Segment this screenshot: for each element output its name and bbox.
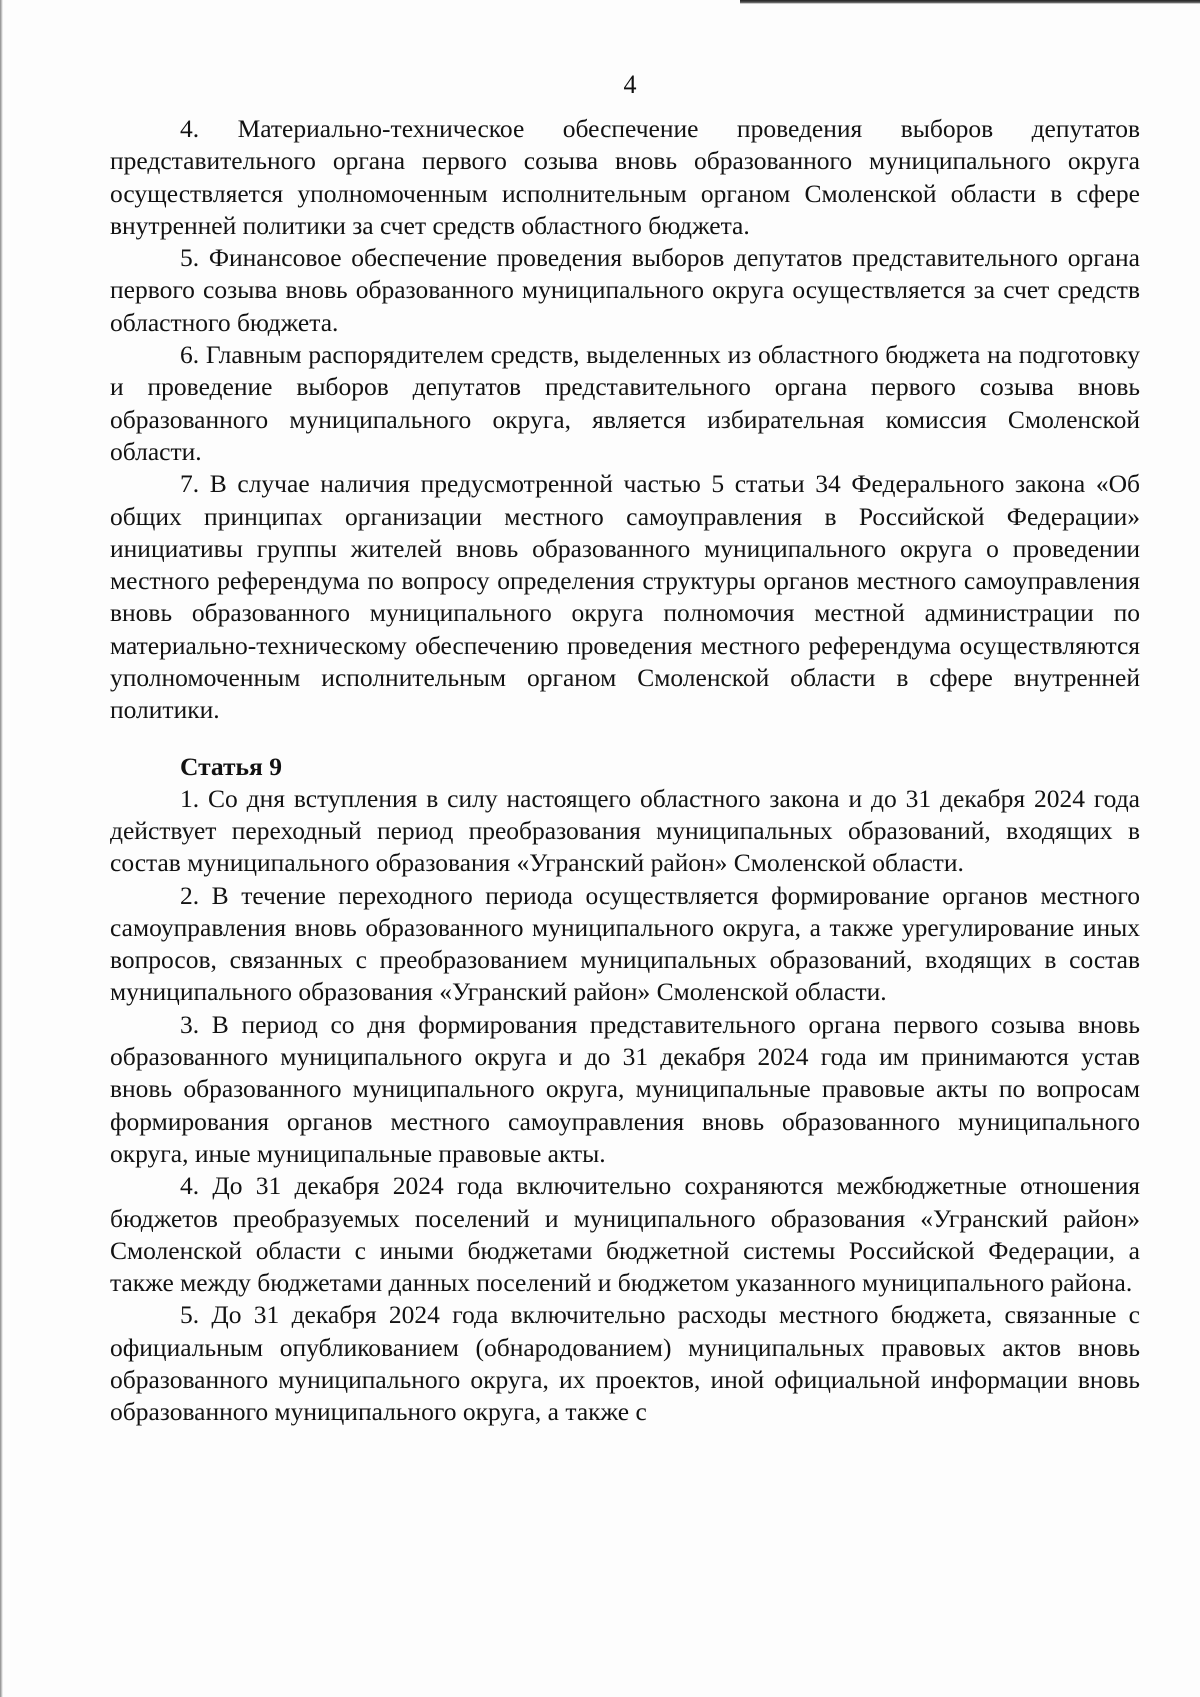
paragraph-5: 5. Финансовое обеспечение проведения выборов депутатов представительного органа первого созыва вновь образованного муниципального округа осуществляется за счет средств областного бюджета. [110, 243, 1140, 337]
article-9-paragraph-2: 2. В течение переходного периода осуществляется формирование органов местного самоуправления вновь образованного муниципального округа, а также урегулирование иных вопросов, связанных с преобразованием муниципальных образований, входящих в состав муниципального образования «Угранский район» Смоленской области. [110, 880, 1140, 1007]
article-9-paragraph-4: 4. До 31 декабря 2024 года включительно сохраняются межбюджетные отношения бюджетов преобразуемых поселений и муниципального образования «Угранский район» Смоленской области с иными бюджетами бюджетной системы Российской Федерации, а также между бюджетами данных поселений и бюджетом указанного муниципального района. [110, 1171, 1140, 1298]
article-9-paragraph-1: 1. Со дня вступления в силу настоящего областного закона и до 31 декабря 2024 года действует переходный период преобразования муниципальных образований, входящих в состав муниципального образования «Угранский район» Смоленской области. [110, 783, 1140, 878]
paragraph-7: 7. В случае наличия предусмотренной частью 5 статьи 34 Федерального закона «Об общих принципах организации местного самоуправления в Российской Федерации» инициативы группы жителей вновь образованного муниципального округа о проведении местного референдума по вопросу определения структуры органов местного самоуправления вновь образованного муниципального округа полномочия местной администрации по материально-техническому обеспечению проведения местного референдума осуществляются уполномоченным исполнительным органом Смоленской области в сфере внутренней политики. [110, 469, 1140, 725]
article-9-paragraph-3: 3. В период со дня формирования представительного органа первого созыва вновь образованного муниципального округа и до 31 декабря 2024 года им принимаются устав вновь образованного муниципального округа, муниципальные правовые акты по вопросам формирования органов местного самоуправления вновь образованного муниципального округа, иные муниципальные правовые акты. [110, 1009, 1140, 1168]
scan-edge-left [0, 0, 3, 1697]
article-heading: Статья 9 [180, 751, 282, 781]
page-number: 4 [623, 70, 637, 99]
article-9-paragraph-5: 5. До 31 декабря 2024 года включительно расходы местного бюджета, связанные с официальным опубликованием (обнародованием) муниципальных правовых актов вновь образованного муниципального округа, их проектов, иной официальной информации вновь образованного муниципального округа, а также с [110, 1300, 1140, 1427]
document-body [110, 113, 1140, 1429]
paragraph-4: 4. Материально-техническое обеспечение проведения выборов депутатов представительного органа первого созыва вновь образованного муниципального округа осуществляется уполномоченным исполнительным органом Смоленской области в сфере внутренней политики за счет средств областного бюджета. [110, 114, 1140, 240]
paragraph-6: 6. Главным распорядителем средств, выделенных из областного бюджета на подготовку и проведение выборов депутатов представительного органа первого созыва вновь образованного муниципального округа, является избирательная комиссия Смоленской области. [110, 340, 1140, 466]
scan-edge-top [740, 0, 1200, 4]
